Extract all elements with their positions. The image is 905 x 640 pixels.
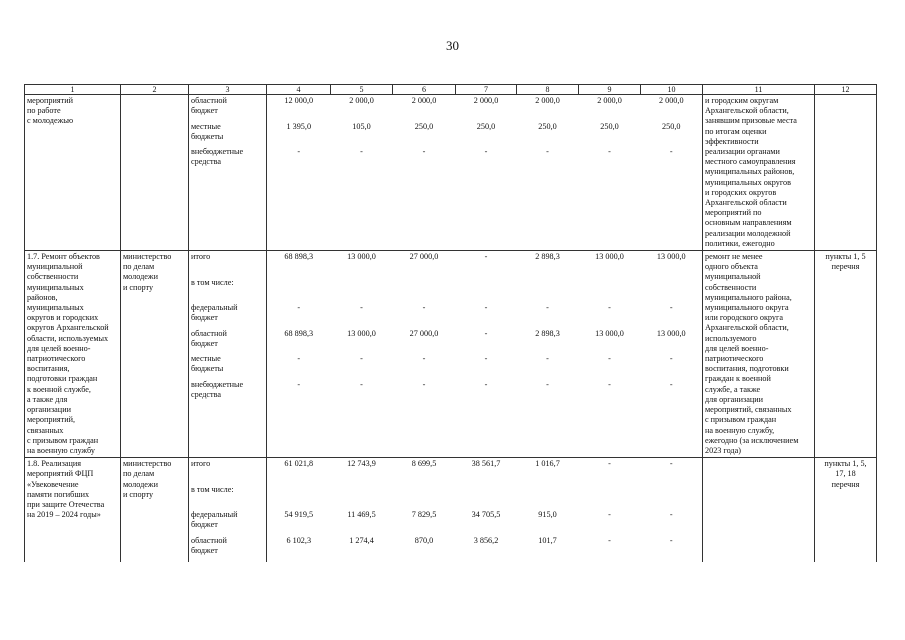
text-line: на 2019 – 2024 годы»: [27, 510, 101, 520]
amount-value: [395, 278, 454, 304]
amount-value: [643, 485, 701, 511]
funding-source: [191, 380, 264, 406]
header-cell: 6: [393, 85, 456, 95]
table-row: [25, 251, 877, 458]
amount-value: 11 469,5: [347, 510, 376, 520]
amount-value: -: [608, 459, 611, 469]
text-line: для целей военно-: [705, 343, 769, 353]
amount-value: 8 699,5: [411, 459, 437, 469]
amount-value: -: [484, 147, 488, 156]
funding-source: [191, 459, 264, 485]
reference-cell: [815, 251, 877, 458]
amount-value: -: [422, 354, 426, 364]
text-line: пункты 1, 5: [825, 252, 866, 262]
amount-value: 54 919,5: [284, 510, 314, 520]
text-line: областной: [191, 328, 227, 338]
funding-source: [191, 536, 264, 562]
amount-cell: [517, 95, 579, 251]
text-line: по итогам оценки: [705, 126, 767, 136]
text-line: одного объекта: [705, 262, 758, 272]
funding-source: [191, 122, 264, 148]
text-line: собственности: [27, 272, 79, 282]
funding-source-cell: [189, 458, 267, 563]
amount-cell: [393, 458, 456, 563]
text-line: ежегодно (за исключением: [705, 435, 799, 445]
text-line: муниципальных: [27, 282, 84, 292]
text-line: эффективности: [705, 136, 759, 146]
text-line: с призывом граждан: [27, 435, 99, 445]
text-line: с молодежью: [27, 116, 74, 126]
amount-value: -: [669, 510, 673, 520]
text-line: патриотического: [705, 354, 764, 364]
funding-source: [191, 252, 264, 278]
amount-value: 2 000,0: [597, 96, 622, 105]
amount-value: 27 000,0: [409, 252, 439, 262]
text-line: в том числе:: [191, 277, 234, 287]
amount-cell: [393, 95, 456, 251]
funding-source: [191, 96, 264, 122]
text-line: 17, 18: [835, 469, 856, 479]
text-line: Архангельской области: [705, 198, 787, 208]
text-line: итого: [191, 459, 211, 469]
text-line: министерство: [123, 252, 172, 262]
amount-cell: [579, 251, 641, 458]
amount-value: -: [297, 147, 301, 156]
text-line: на военную службу: [27, 445, 95, 455]
text-line: патриотического: [27, 354, 86, 364]
amount-value: 2 000,0: [658, 96, 684, 105]
text-line: областной: [191, 96, 227, 105]
text-line: граждан к военной: [705, 374, 771, 384]
text-line: мероприятий,: [27, 415, 76, 425]
amount-cell: [267, 251, 331, 458]
table-row: [25, 95, 877, 251]
amount-value: -: [360, 379, 363, 389]
amount-value: -: [546, 379, 549, 389]
amount-value: 13 000,0: [656, 252, 686, 262]
amount-cell: [641, 458, 703, 563]
text-line: по делам: [123, 262, 155, 272]
amount-value: [395, 485, 454, 511]
funding-source-cell: [189, 95, 267, 251]
text-line: воспитания, подготовки: [705, 364, 789, 374]
text-line: муниципальных районов,: [705, 167, 795, 177]
amount-value: 101,7: [538, 535, 557, 545]
text-line: муниципального района,: [705, 292, 792, 302]
amount-cell: [517, 251, 579, 458]
amount-value: 13 000,0: [595, 252, 624, 262]
amount-cell: [641, 95, 703, 251]
header-cell: 11: [703, 85, 815, 95]
amount-value: -: [484, 328, 488, 338]
amount-value: -: [669, 379, 673, 389]
header-cell: 9: [579, 85, 641, 95]
amount-value: -: [484, 303, 488, 313]
amount-value: 6 102,3: [286, 535, 312, 545]
amount-value: 250,0: [538, 121, 557, 131]
text-line: подготовки граждан: [27, 374, 98, 384]
amount-value: [519, 278, 577, 304]
text-line: и городских округов: [705, 187, 777, 197]
amount-value: [643, 278, 701, 304]
funding-source: [191, 329, 264, 355]
amount-value: 1 016,7: [535, 459, 560, 469]
header-cell: 5: [331, 85, 393, 95]
amount-value: 61 021,8: [284, 459, 314, 469]
text-line: перечня: [831, 262, 860, 272]
text-line: для организации: [705, 394, 764, 404]
reference-cell: [815, 95, 877, 251]
amount-value: -: [360, 354, 363, 364]
amount-value: -: [608, 354, 611, 364]
text-line: памяти погибших: [27, 489, 90, 499]
text-line: или городского округа: [705, 313, 783, 323]
amount-value: 2 898,3: [535, 328, 560, 338]
text-line: собственности: [705, 282, 757, 292]
amount-value: 13 000,0: [347, 328, 376, 338]
text-line: основным направлениям: [705, 218, 792, 228]
text-line: мероприятий по: [705, 208, 762, 218]
text-line: 2023 года): [705, 445, 741, 455]
funding-source: [191, 485, 264, 511]
amount-value: -: [608, 535, 611, 545]
amount-value: 34 705,5: [471, 510, 501, 520]
header-cell: 12: [815, 85, 877, 95]
header-cell: 1: [25, 85, 121, 95]
text-line: связанных: [27, 425, 64, 435]
text-line: районов,: [27, 292, 58, 302]
funding-source: [191, 278, 264, 304]
reference-cell: [815, 458, 877, 563]
text-line: бюджеты: [191, 364, 224, 374]
amount-value: -: [669, 459, 673, 469]
amount-value: 38 561,7: [471, 459, 501, 469]
amount-value: 2 000,0: [535, 96, 560, 105]
amount-value: 250,0: [600, 121, 619, 131]
text-line: области, используемых: [27, 333, 109, 343]
funding-source: [191, 510, 264, 536]
text-line: бюджет: [191, 106, 218, 116]
amount-value: -: [360, 303, 363, 313]
amount-value: [581, 278, 639, 304]
amount-value: 27 000,0: [409, 328, 439, 338]
amount-value: 2 000,0: [411, 96, 437, 105]
executor-cell: [121, 251, 189, 458]
funding-source: [191, 147, 264, 173]
amount-value: -: [484, 379, 488, 389]
amount-cell: [517, 458, 579, 563]
text-line: молодежи: [123, 479, 158, 489]
amount-value: -: [608, 303, 611, 313]
text-line: муниципальных: [27, 303, 84, 313]
amount-cell: [331, 458, 393, 563]
text-line: и городским округам: [705, 96, 779, 105]
amount-value: 1 274,4: [349, 535, 374, 545]
executor-cell: [121, 458, 189, 563]
amount-cell: [331, 251, 393, 458]
text-line: областной: [191, 535, 227, 545]
measure-name-cell: [25, 251, 121, 458]
amount-value: -: [546, 147, 549, 156]
amount-value: 250,0: [414, 121, 434, 131]
amount-cell: [456, 458, 517, 563]
text-line: местного самоуправления: [705, 157, 796, 167]
header-cell: 4: [267, 85, 331, 95]
text-line: службе, а также: [705, 384, 761, 394]
amount-value: [581, 485, 639, 511]
amount-value: -: [608, 147, 611, 156]
text-line: 1.7. Ремонт объектов: [27, 252, 100, 262]
text-line: бюджет: [191, 313, 218, 323]
funding-source-cell: [189, 251, 267, 458]
budget-table: [24, 84, 877, 562]
text-line: по делам: [123, 469, 155, 479]
funding-source: [191, 303, 264, 329]
text-line: местные: [191, 354, 221, 364]
amount-value: -: [546, 354, 549, 364]
amount-value: 870,0: [414, 535, 434, 545]
text-line: и спорту: [123, 489, 154, 499]
amount-value: 13 000,0: [656, 328, 686, 338]
amount-value: -: [484, 252, 488, 262]
text-line: местные: [191, 121, 221, 131]
page-number: 30: [446, 38, 459, 53]
header-cell: 3: [189, 85, 267, 95]
amount-value: 2 000,0: [349, 96, 374, 105]
amount-value: -: [360, 147, 363, 156]
amount-value: [333, 485, 391, 511]
amount-value: 2 898,3: [535, 252, 560, 262]
measure-name-cell: [25, 458, 121, 563]
text-line: округов Архангельской: [27, 323, 109, 333]
text-line: используемого: [705, 333, 757, 343]
text-line: федеральный: [191, 510, 238, 520]
amount-value: 915,0: [538, 510, 557, 520]
amount-value: [269, 278, 329, 304]
amount-value: 12 743,9: [347, 459, 376, 469]
text-line: политики, ежегодно: [705, 238, 775, 248]
amount-cell: [331, 95, 393, 251]
text-line: воспитания,: [27, 364, 70, 374]
text-line: и спорту: [123, 282, 154, 292]
amount-value: -: [484, 354, 488, 364]
result-cell: [703, 458, 815, 563]
text-line: мероприятий: [27, 96, 73, 105]
text-line: муниципальной: [27, 262, 83, 272]
text-line: муниципальных округов: [705, 177, 791, 187]
amount-value: -: [669, 354, 673, 364]
amount-value: 68 898,3: [284, 252, 314, 262]
text-line: реализации органами: [705, 147, 780, 157]
amount-value: 7 829,5: [411, 510, 437, 520]
text-line: бюджет: [191, 545, 218, 555]
text-line: бюджеты: [191, 131, 224, 141]
text-line: ремонт не менее: [705, 252, 763, 262]
amount-value: [458, 278, 515, 304]
text-line: с призывом граждан: [705, 415, 777, 425]
text-line: Архангельской области,: [705, 106, 789, 116]
header-cell: 10: [641, 85, 703, 95]
text-line: мероприятий ФЦП: [27, 469, 94, 479]
text-line: для целей военно-: [27, 343, 91, 353]
text-line: молодежи: [123, 272, 158, 282]
text-line: муниципального округа: [705, 303, 789, 313]
text-line: Архангельской области,: [705, 323, 789, 333]
amount-cell: [267, 95, 331, 251]
amount-value: -: [422, 379, 426, 389]
amount-cell: [456, 251, 517, 458]
text-line: при защите Отечества: [27, 499, 105, 509]
text-line: округов и городских: [27, 313, 99, 323]
text-line: «Увековечение: [27, 479, 79, 489]
amount-value: 3 856,2: [473, 535, 499, 545]
amount-value: 68 898,3: [284, 328, 314, 338]
text-line: министерство: [123, 459, 172, 469]
amount-value: -: [669, 147, 673, 156]
text-line: по работе: [27, 106, 61, 116]
amount-value: -: [669, 535, 673, 545]
amount-value: -: [297, 354, 301, 364]
funding-source: [191, 354, 264, 380]
amount-value: [269, 485, 329, 511]
table-row: [25, 458, 877, 563]
amount-value: 1 395,0: [286, 121, 312, 131]
amount-cell: [579, 458, 641, 563]
text-line: в том числе:: [191, 484, 234, 494]
amount-value: -: [297, 303, 301, 313]
header-cell: 7: [456, 85, 517, 95]
amount-value: -: [422, 147, 426, 156]
amount-value: 2 000,0: [473, 96, 499, 105]
amount-value: 250,0: [662, 121, 681, 131]
text-line: 1.8. Реализация: [27, 459, 82, 469]
amount-value: -: [297, 379, 301, 389]
amount-value: [458, 485, 515, 511]
text-line: бюджет: [191, 338, 218, 348]
amount-cell: [393, 251, 456, 458]
amount-value: -: [422, 303, 426, 313]
header-cell: 8: [517, 85, 579, 95]
amount-cell: [456, 95, 517, 251]
text-line: пункты 1, 5,: [824, 459, 867, 469]
text-line: средства: [191, 157, 222, 167]
header-row: [25, 85, 877, 95]
amount-value: 105,0: [352, 121, 371, 131]
amount-value: 12 000,0: [284, 96, 314, 105]
result-cell: [703, 251, 815, 458]
amount-cell: [267, 458, 331, 563]
executor-cell: [121, 95, 189, 251]
amount-value: 13 000,0: [347, 252, 376, 262]
result-cell: [703, 95, 815, 251]
amount-value: 13 000,0: [595, 328, 624, 338]
amount-value: [519, 485, 577, 511]
text-line: реализации молодежной: [705, 228, 791, 238]
header-cell: 2: [121, 85, 189, 95]
text-line: внебюджетные: [191, 379, 244, 389]
text-line: федеральный: [191, 303, 238, 313]
text-line: а также для: [27, 394, 68, 404]
text-line: муниципальной: [705, 272, 761, 282]
text-line: бюджет: [191, 520, 218, 530]
measure-name-cell: [25, 95, 121, 251]
amount-value: -: [608, 379, 611, 389]
amount-value: -: [546, 303, 549, 313]
amount-value: [333, 278, 391, 304]
text-line: средства: [191, 389, 222, 399]
text-line: итого: [191, 252, 211, 262]
amount-value: -: [669, 303, 673, 313]
text-line: внебюджетные: [191, 147, 244, 156]
amount-value: -: [608, 510, 611, 520]
text-line: мероприятий, связанных: [705, 405, 792, 415]
text-line: на военную службу,: [705, 425, 775, 435]
amount-value: 250,0: [476, 121, 496, 131]
text-line: организации: [27, 405, 71, 415]
text-line: занявшим призовые места: [705, 116, 797, 126]
amount-cell: [641, 251, 703, 458]
text-line: к военной службе,: [27, 384, 91, 394]
amount-cell: [579, 95, 641, 251]
text-line: перечня: [831, 479, 860, 489]
